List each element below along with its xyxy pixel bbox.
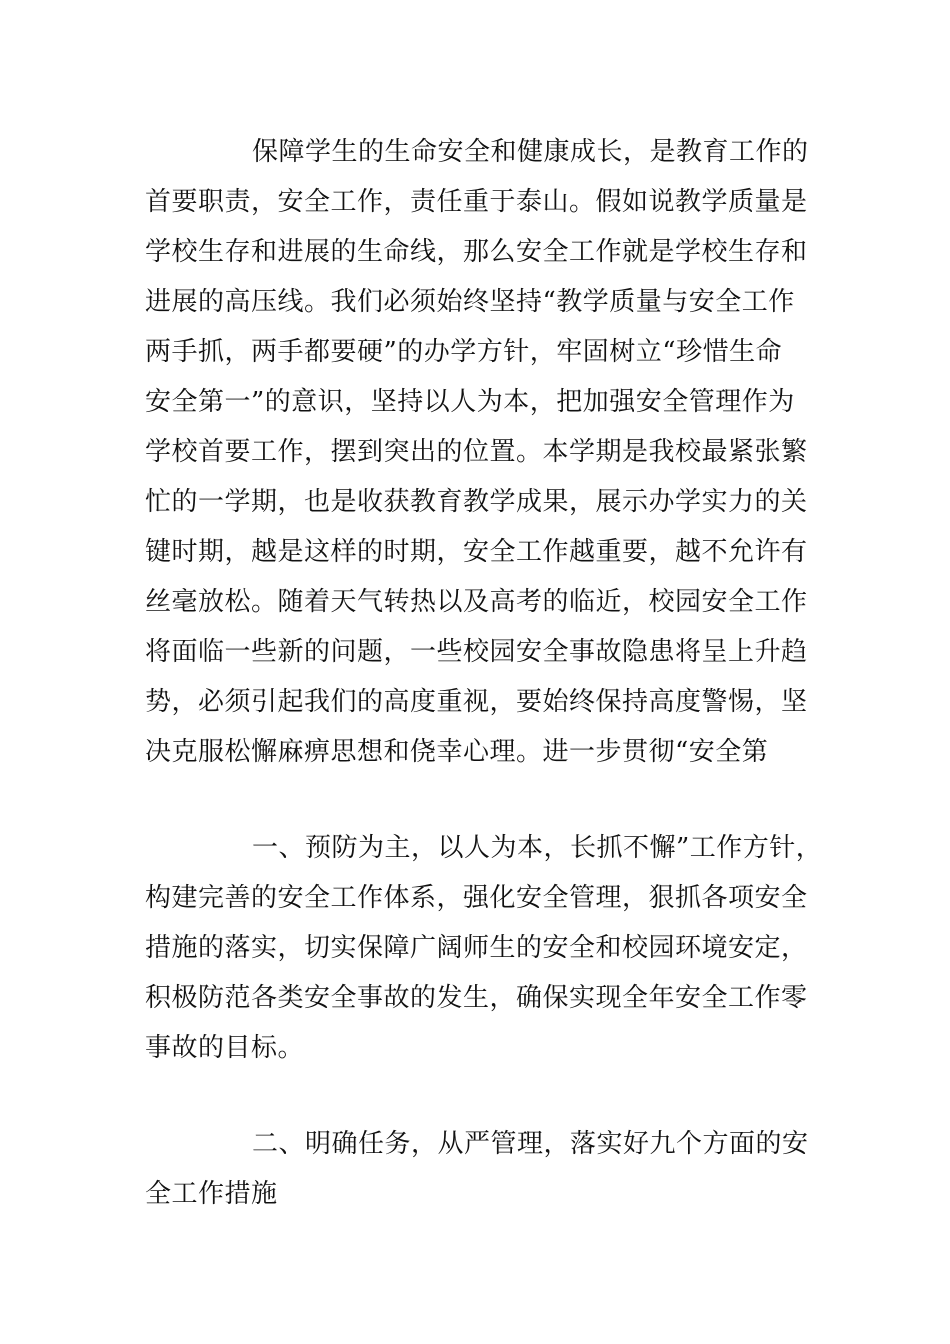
paragraph-2-line-5: 事故的目标。 [145, 1033, 305, 1063]
paragraph-3-line-2: 全工作措施 [145, 1179, 278, 1209]
paragraph-1-line-8: 忙的一学期，也是收获教育教学成果，展示办学实力的关 [145, 487, 808, 517]
paragraph-1-line-10: 丝毫放松。随着天气转热以及高考的临近，校园安全工作 [145, 587, 808, 617]
paragraph-1-line-4: 进展的高压线。我们必须始终坚持“教学质量与安全工作 [145, 287, 795, 317]
paragraph-1-line-13: 决克服松懈麻痹思想和侥幸心理。进一步贯彻“安全第 [145, 737, 769, 767]
paragraph-1-line-5: 两手抓，两手都要硬”的办学方针，牢固树立“珍惜生命 [145, 337, 783, 367]
paragraph-1-line-12: 势，必须引起我们的高度重视，要始终保持高度警惕，坚 [145, 687, 808, 717]
paragraph-2-line-4: 积极防范各类安全事故的发生，确保实现全年安全工作零 [145, 983, 808, 1013]
paragraph-3-line-1: 二、明确任务，从严管理，落实好九个方面的安 [252, 1129, 809, 1159]
paragraph-1-line-3: 学校生存和进展的生命线，那么安全工作就是学校生存和 [145, 237, 808, 267]
paragraph-1-line-7: 学校首要工作，摆到突出的位置。本学期是我校最紧张繁 [145, 437, 808, 467]
paragraph-1-line-2: 首要职责，安全工作，责任重于泰山。假如说教学质量是 [145, 187, 808, 217]
paragraph-2-line-1: 一、预防为主，以人为本，长抓不懈”工作方针， [252, 833, 823, 863]
paragraph-2-line-2: 构建完善的安全工作体系，强化安全管理，狠抓各项安全 [145, 883, 808, 913]
paragraph-1-line-11: 将面临一些新的问题，一些校园安全事故隐患将呈上升趋 [145, 637, 808, 667]
paragraph-2-line-3: 措施的落实，切实保障广阔师生的安全和校园环境安定， [145, 933, 808, 963]
paragraph-1-line-6: 安全第一”的意识，坚持以人为本，把加强安全管理作为 [145, 387, 795, 417]
paragraph-1-line-1: 保障学生的生命安全和健康成长，是教育工作的 [252, 137, 809, 167]
paragraph-1-line-9: 键时期，越是这样的时期，安全工作越重要，越不允许有 [145, 537, 808, 567]
